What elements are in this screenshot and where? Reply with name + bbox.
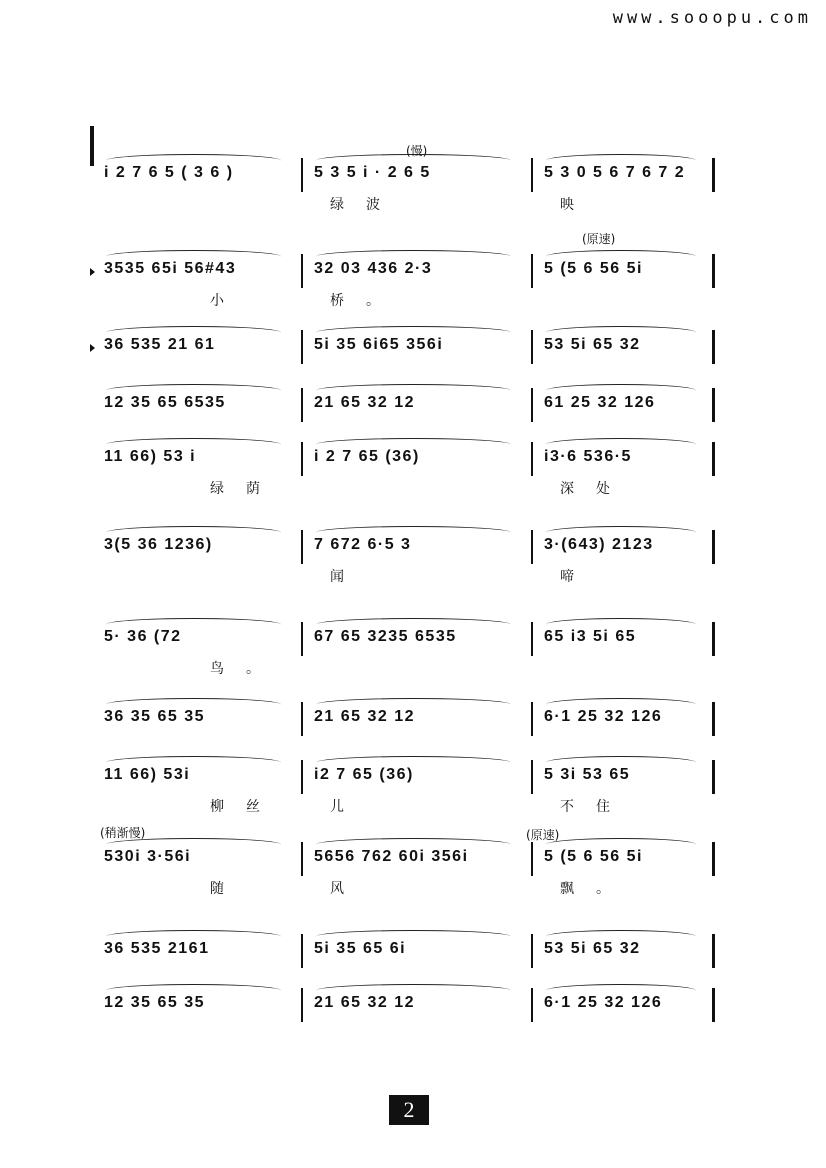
lyrics: 闻 (330, 569, 366, 585)
barline (301, 988, 303, 1022)
score-system (100, 518, 726, 585)
notes: 5 (5 6 56 5i (544, 848, 643, 865)
tempo-marking: (慢) (406, 144, 428, 158)
barline (712, 388, 715, 422)
measure (100, 242, 305, 309)
lyrics: 小 (210, 293, 246, 309)
notes: 6·1 25 32 126 (544, 708, 663, 725)
measure (310, 318, 535, 368)
barline (531, 442, 533, 476)
barline (301, 330, 303, 364)
measure (540, 376, 720, 426)
site-watermark: www.sooopu.com (612, 8, 812, 28)
notes: 7 672 6·5 3 (314, 536, 412, 553)
barline (301, 622, 303, 656)
measure (310, 430, 535, 480)
lyrics: 映 (560, 197, 596, 213)
lyrics: 不住 (560, 799, 632, 815)
lyrics: 啼 (560, 569, 596, 585)
barline (301, 702, 303, 736)
measure (310, 976, 535, 1026)
notes: 21 65 32 12 (314, 994, 416, 1011)
line-marker (90, 268, 95, 276)
measure (100, 690, 305, 740)
notes: 5 3i 53 65 (544, 766, 631, 783)
barline (531, 934, 533, 968)
notes: 5i 35 6i65 356i (314, 336, 444, 353)
barline (531, 988, 533, 1022)
notes: 5i 35 65 6i (314, 940, 407, 957)
measure (540, 318, 720, 368)
barline (712, 702, 715, 736)
measure (100, 146, 305, 196)
barline (531, 842, 533, 876)
notes: 11 66) 53 i (104, 448, 197, 465)
notes: 3·(643) 2123 (544, 536, 654, 553)
barline (301, 388, 303, 422)
notes: 5 3 5 i · 2 6 5 (314, 164, 431, 181)
notes: 53 5i 65 32 (544, 940, 641, 957)
notes: 11 66) 53i (104, 766, 191, 783)
tempo-marking: (原速) (526, 828, 560, 842)
measure (540, 976, 720, 1026)
barline (712, 442, 715, 476)
barline (712, 760, 715, 794)
notes: 530i 3·56i (104, 848, 192, 865)
notes: i3·6 536·5 (544, 448, 632, 465)
barline (531, 254, 533, 288)
measure (540, 922, 720, 972)
notes: 5656 762 60i 356i (314, 848, 469, 865)
score-system (100, 144, 726, 213)
measure (540, 690, 720, 740)
score-system (100, 976, 726, 1026)
lyrics: 飘。 (560, 881, 632, 897)
notes: 5· 36 (72 (104, 628, 182, 645)
notes: 61 25 32 126 (544, 394, 656, 411)
notes: 3(5 36 1236) (104, 536, 213, 553)
barline (301, 442, 303, 476)
measure (540, 430, 720, 497)
notes: 21 65 32 12 (314, 394, 416, 411)
barline (301, 842, 303, 876)
notes: i2 7 65 (36) (314, 766, 414, 783)
notes: 21 65 32 12 (314, 708, 416, 725)
measure (310, 748, 535, 815)
barline (712, 622, 715, 656)
measure (540, 748, 720, 815)
barline (712, 158, 715, 192)
notes: 36 535 21 61 (104, 336, 216, 353)
notes: 32 03 436 2·3 (314, 260, 433, 277)
tempo-marking: (稍渐慢) (100, 826, 146, 840)
barline (712, 988, 715, 1022)
lyrics: 绿波 (330, 197, 402, 213)
measure (100, 976, 305, 1026)
score-system (100, 690, 726, 740)
barline (531, 760, 533, 794)
lyrics: 柳丝 (210, 799, 282, 815)
measure (540, 518, 720, 585)
barline (531, 158, 533, 192)
notes: 12 35 65 35 (104, 994, 206, 1011)
notes: 5 (5 6 56 5i (544, 260, 643, 277)
measure (100, 518, 305, 568)
barline (301, 158, 303, 192)
measure (100, 610, 305, 677)
lyrics: 随 (210, 881, 246, 897)
barline (301, 760, 303, 794)
start-bracket (90, 126, 94, 166)
lyrics: 鸟。 (210, 661, 282, 677)
score-system (100, 232, 726, 309)
barline (531, 530, 533, 564)
measure (310, 690, 535, 740)
measure (100, 430, 305, 497)
barline (301, 530, 303, 564)
lyrics: 深处 (560, 481, 632, 497)
notes: 5 3 0 5 6 7 6 7 2 (544, 164, 686, 181)
notes: 53 5i 65 32 (544, 336, 641, 353)
measure (310, 830, 535, 897)
lyrics: 绿荫 (210, 481, 282, 497)
barline (301, 254, 303, 288)
measure (310, 376, 535, 426)
measure (100, 318, 305, 368)
barline (531, 622, 533, 656)
notes: 6·1 25 32 126 (544, 994, 663, 1011)
barline (531, 388, 533, 422)
barline (712, 934, 715, 968)
measure (540, 610, 720, 660)
score-system (100, 922, 726, 972)
barline (712, 254, 715, 288)
measure (100, 376, 305, 426)
notes: i 2 7 65 (36) (314, 448, 420, 465)
measure (540, 146, 720, 213)
page-number: 2 (389, 1095, 429, 1125)
notes: 12 35 65 6535 (104, 394, 226, 411)
barline (301, 934, 303, 968)
lyrics: 桥。 (330, 293, 402, 309)
measure (310, 518, 535, 585)
measure (310, 242, 535, 309)
score-system (100, 318, 726, 368)
tempo-marking: (原速) (582, 232, 616, 246)
notes: 67 65 3235 6535 (314, 628, 457, 645)
notes: 3535 65i 56#43 (104, 260, 237, 277)
measure (540, 242, 720, 292)
measure (100, 922, 305, 972)
score-system (100, 748, 726, 815)
notes: 36 35 65 35 (104, 708, 206, 725)
score-system (100, 826, 726, 897)
barline (712, 330, 715, 364)
score-system (100, 610, 726, 677)
barline (712, 530, 715, 564)
notes: 65 i3 5i 65 (544, 628, 637, 645)
score-system (100, 430, 726, 497)
notes: i 2 7 6 5 ( 3 6 ) (104, 164, 234, 181)
notes: 36 535 2161 (104, 940, 210, 957)
lyrics: 儿 (330, 799, 366, 815)
lyrics: 风 (330, 881, 366, 897)
measure (310, 610, 535, 660)
measure (540, 830, 720, 897)
score-system (100, 376, 726, 426)
barline (531, 702, 533, 736)
measure (100, 748, 305, 815)
barline (531, 330, 533, 364)
measure (310, 922, 535, 972)
barline (712, 842, 715, 876)
line-marker (90, 344, 95, 352)
